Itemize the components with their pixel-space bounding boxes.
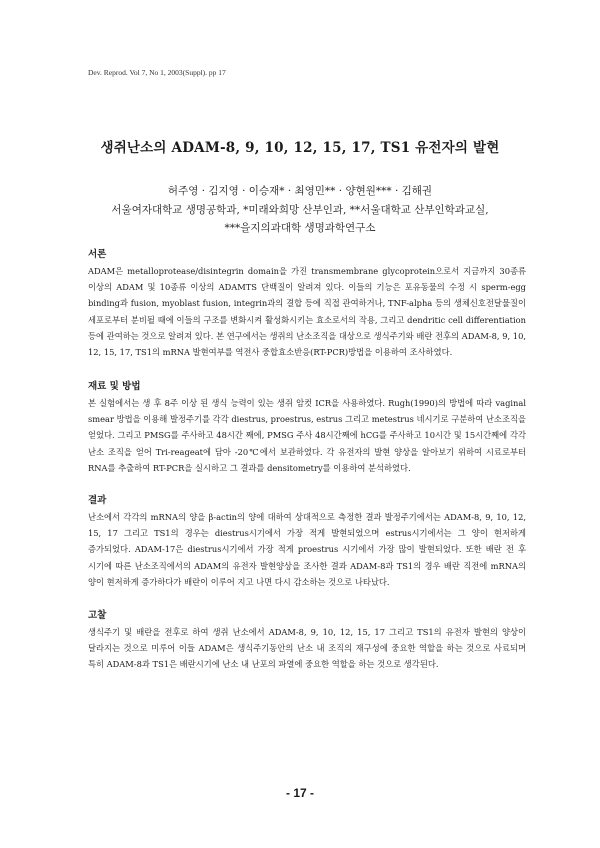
- section-heading: 서론: [88, 249, 107, 260]
- section-heading: 고찰: [88, 610, 107, 621]
- section-discussion: [88, 607, 526, 673]
- affiliation-line-1: 서울여자대학교 생명공학과, *미래와희망 산부인과, **서울대학교 산부인학과교실,: [111, 204, 489, 216]
- author-list: 허주영 · 김지영 · 이승재* · 최영민** · 양현원*** · 김해권: [167, 185, 433, 197]
- section-results: [88, 492, 526, 590]
- section-body: 생식주기 및 배란을 전후로 하여 생쥐 난소에서 ADAM-8, 9, 10, 12, 15, 17 그리고 TS1의 유전자 발현의 양상이 달라지는 것으로 미루어 이들 ADAM은 생식주기동안의 난소 내 조직의 재구성에 중요한 역할을 하는 것으로 사료되며 특히 ADAM-8과 TS1은 배란시기에 난소 내 난포의 파열에 중요한 역할을 하는 것으로 생각된다.: [88, 627, 526, 670]
- page-number: - 17 -: [285, 786, 314, 800]
- section-body: 본 실험에서는 생 후 8주 이상 된 생식 능력이 있는 생쥐 암컷 ICR을 사용하였다. Rugh(1990)의 방법에 따라 vaginal smear 방법을 이용해 발정주기를 각각 diestrus, proestrus, estrus 그리고 metestrus 네시기로 구분하여 난소조직을 얻었다. 그리고 PMSG를 주사하고 48시간 째에, PMSG 주사 48시간째에 hCG를 주사하고 10시간 및 15시간째에 각각 난소 조직을 얻어 Tri-reageat에 담아 -20℃에서 보관하였다. 각 유전자의 발현 양상을 알아보기 위하여 시료로부터 RNA를 추출하여 RT-PCR을 실시하고 그 결과를 densitometry를 이용하여 분석하였다.: [88, 398, 526, 473]
- section-heading: 재료 및 방법: [88, 381, 141, 392]
- section-introduction: [88, 246, 526, 360]
- section-heading: 결과: [88, 495, 107, 506]
- affiliation-line-2: ***을지의과대학 생명과학연구소: [224, 222, 376, 234]
- journal-reference: Dev. Reprod. Vol 7, No 1, 2003(Suppl). pp 17: [88, 68, 226, 77]
- section-methods: [88, 378, 526, 476]
- section-body: 난소에서 각각의 mRNA의 양을 β-actin의 양에 대하여 상대적으로 측정한 결과 발정주기에서는 ADAM-8, 9, 10, 12, 15, 17 그리고 TS1의 경우는 diestrus시기에서 가장 적게 발현되었으며 estrus시기에서는 그 양이 현저하게 증가되었다. ADAM-17은 diestrus시기에서 가장 적게 proestrus 시기에서 가장 많이 발현되었다. 또한 배란 전 후 시기에 따른 난소조직에서의 ADAM의 유전자 발현양상을 조사한 결과 ADAM-8과 TS1의 경우 배란 직전에 mRNA의 양이 현저하게 증가하다가 배란이 이루어 지고 나면 다시 감소하는 것으로 나타났다.: [88, 512, 526, 587]
- section-body: ADAM은 metalloprotease/disintegrin domain을 가진 transmembrane glycoprotein으로서 지금까지 30종류 이상의 ADAM 및 10종류 이상의 ADAMTS 단백질이 알려져 있다. 이들의 기능은 포유동물의 수정 시 sperm-egg binding과 fusion, myoblast fusion, integrin과의 결합 등에 직접 관여하거나, TNF-alpha 등의 생체신호전달물질이 세포로부터 분비될 때에 이들의 구조를 변화시켜 활성화시키는 효소로서의 작용, 그리고 dendritic cell differentiation 등에 관여하는 것으로 알려져 있다. 본 연구에서는 생쥐의 난소조직을 대상으로 생식주기와 배란 전후의 ADAM-8, 9, 10, 12, 15, 17, TS1의 mRNA 발현여부를 역전사 중합효소반응(RT-PCR)방법을 이용하여 조사하였다.: [88, 266, 526, 358]
- article-title: 생쥐난소의 ADAM-8, 9, 10, 12, 15, 17, TS1 유전자의 발현: [100, 140, 500, 156]
